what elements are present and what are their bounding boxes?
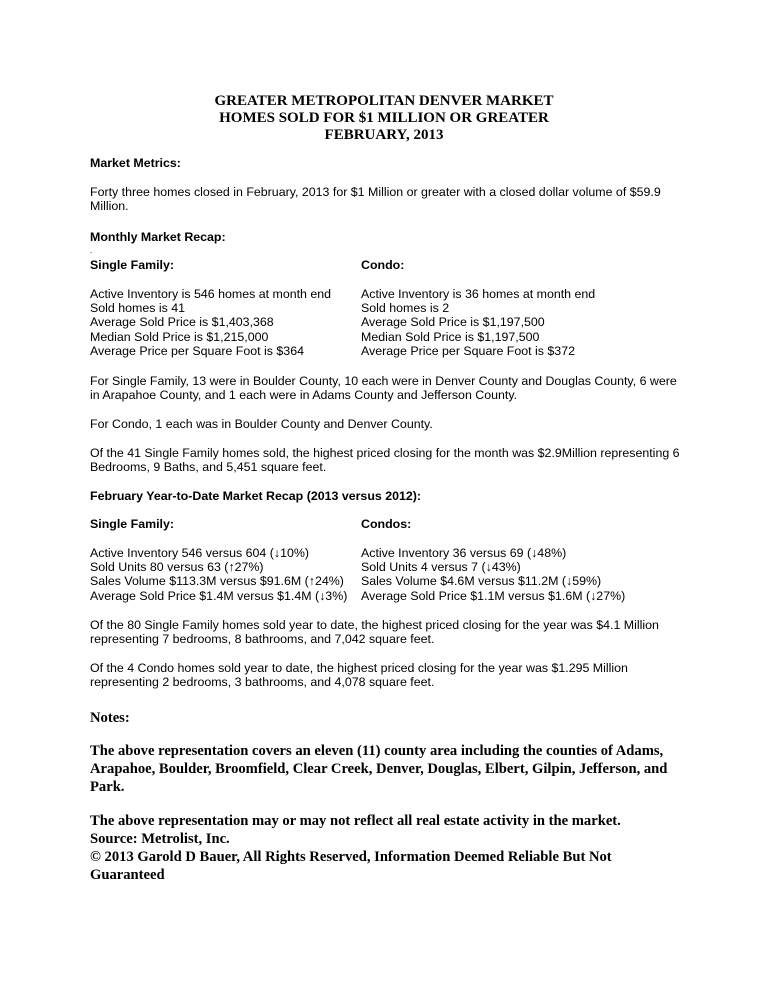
monthly-recap-heading: Monthly Market Recap:: [90, 230, 226, 244]
disclaimer-text: The above representation may or may not reflect all real estate activity in the market.: [90, 813, 621, 829]
title-line-1: GREATER METROPOLITAN DENVER MARKET: [214, 93, 554, 109]
list-item: Active Inventory is 36 homes at month end: [361, 287, 596, 301]
list-item: Average Price per Square Foot is $372: [361, 343, 575, 358]
ytd-single-family-heading: Single Family:: [90, 517, 174, 531]
stray-dot: .: [90, 246, 93, 255]
list-item: Average Price per Square Foot is $364: [90, 343, 304, 358]
monthly-highest-text: Of the 41 Single Family homes sold, the highest priced closing for the month was $2.9Million representing 6 Bedrooms, 9 Baths, and 5,451 square feet.: [90, 446, 680, 475]
monthly-condo-list: [361, 287, 691, 358]
ytd-condos-list: [361, 546, 691, 603]
market-metrics-text: Forty three homes closed in February, 2013 for $1 Million or greater with a closed dollar volume of $59.9 Million.: [90, 185, 661, 214]
monthly-single-family-list: [90, 287, 360, 358]
list-item: Sales Volume $4.6M versus $11.2M (↓59%): [361, 574, 602, 589]
list-item: Median Sold Price is $1,215,000: [90, 329, 269, 344]
market-metrics-heading: Market Metrics:: [90, 156, 181, 170]
notes-coverage-text: The above representation covers an eleven (11) county area including the counties of Adams, Arapahoe, Boulder, Broomfield, Clear Creek, Denver, Douglas, Elbert, Gilpin, Jefferson, and Park.: [90, 743, 668, 795]
list-item: Median Sold Price is $1,197,500: [361, 329, 540, 344]
list-item: Average Sold Price is $1,403,368: [90, 315, 274, 330]
ytd-condo-highest-text: Of the 4 Condo homes sold year to date, the highest priced closing for the year was $1.295 Million representing 2 bedrooms, 3 bathrooms, and 4,078 square feet.: [90, 661, 628, 690]
copyright-text: © 2013 Garold D Bauer, All Rights Reserved, Information Deemed Reliable But Not Guaranteed: [90, 849, 612, 883]
condo-counties-text: For Condo, 1 each was in Boulder County and Denver County.: [90, 417, 433, 431]
document-title: [90, 93, 678, 144]
list-item: Sold Units 4 versus 7 (↓43%): [361, 560, 521, 575]
monthly-single-family-heading: Single Family:: [90, 258, 174, 272]
notes-heading: Notes:: [90, 710, 130, 726]
list-item: Active Inventory 546 versus 604 (↓10%): [90, 546, 310, 560]
notes-footer: [90, 812, 690, 884]
single-family-counties-text: For Single Family, 13 were in Boulder County, 10 each were in Denver County and Douglas County, 6 were in Arapahoe County, and 1 each were in Adams County and Jefferson County.: [90, 374, 677, 403]
title-line-2: HOMES SOLD FOR $1 MILLION OR GREATER: [219, 110, 549, 126]
list-item: Active Inventory 36 versus 69 (↓48%): [361, 546, 567, 560]
list-item: Average Sold Price $1.1M versus $1.6M (↓27%): [361, 588, 626, 603]
ytd-single-family-highest-text: Of the 80 Single Family homes sold year to date, the highest priced closing for the year was $4.1 Million representing 7 bedrooms, 8 bathrooms, and 7,042 square feet.: [90, 618, 659, 647]
list-item: Sold Units 80 versus 63 (↑27%): [90, 560, 264, 575]
monthly-condo-heading: Condo:: [361, 258, 405, 272]
list-item: Sales Volume $113.3M versus $91.6M (↑24%): [90, 574, 344, 589]
list-item: Active Inventory is 546 homes at month end: [90, 287, 332, 301]
ytd-recap-heading: February Year-to-Date Market Recap (2013 versus 2012):: [90, 489, 422, 503]
list-item: Average Sold Price $1.4M versus $1.4M (↓3%): [90, 588, 348, 603]
ytd-condos-heading: Condos:: [361, 517, 412, 531]
list-item: Sold homes is 2: [361, 301, 450, 316]
title-line-3: FEBRUARY, 2013: [324, 127, 444, 143]
list-item: Sold homes is 41: [90, 301, 186, 316]
ytd-single-family-list: [90, 546, 360, 603]
source-text: Source: Metrolist, Inc.: [90, 831, 230, 847]
list-item: Average Sold Price is $1,197,500: [361, 315, 545, 330]
